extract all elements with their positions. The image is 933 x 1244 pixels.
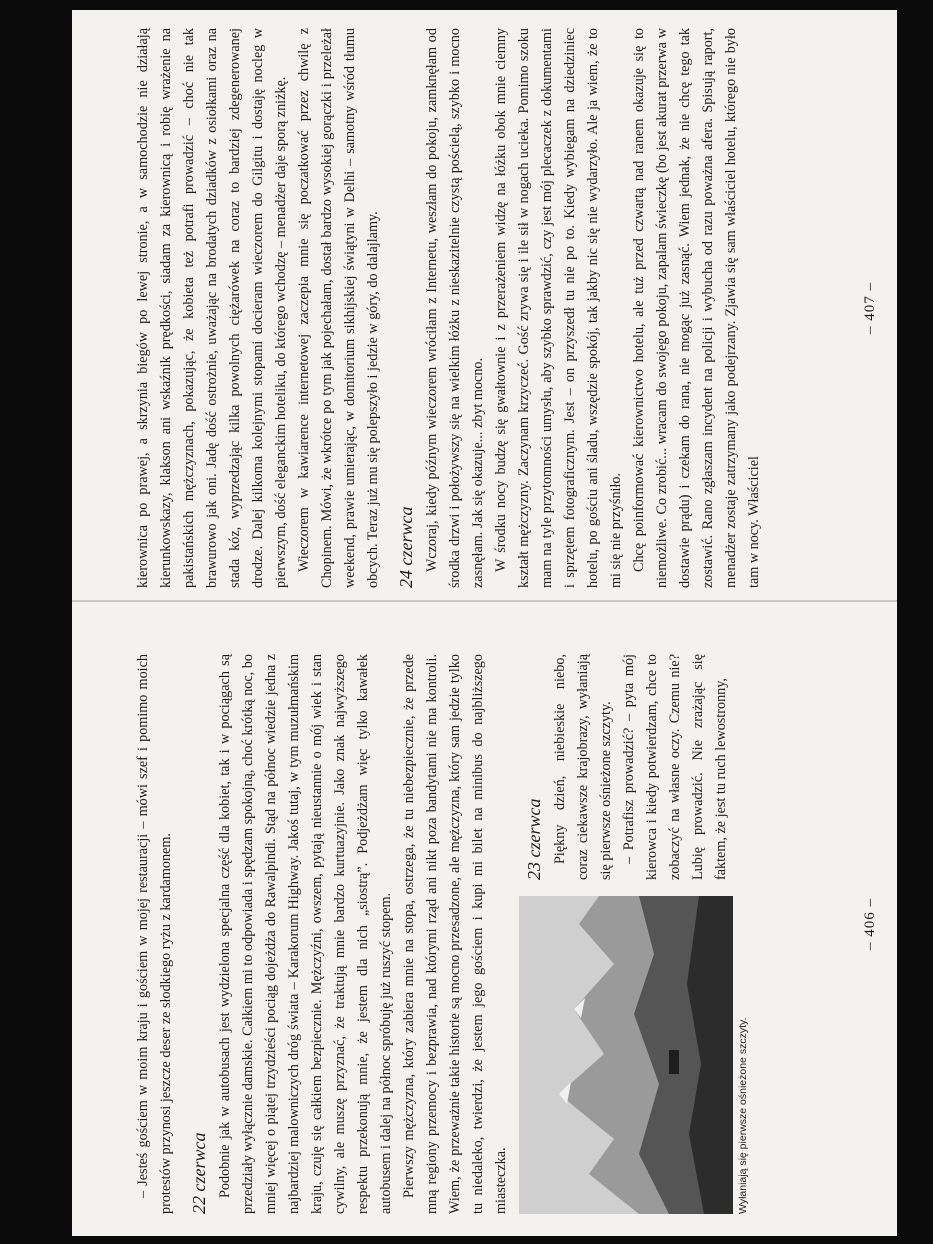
photo-caption: Wyłaniają się pierwsze ośnieżone szczyty. <box>737 1017 749 1214</box>
paragraph: kierownica po prawej, a skrzynia biegów po lewej stronie, a w samochodzie nie działają kierunkowskazy, klakson ani wskaźnik prędkości, siadam za kierownicą i robię wrażenie na pakistańskich mężczyznach, pokazując, że kobieta też potrafi prowadzić – choć nie tak brawurowo jak oni. Jadę dość ostrożnie, uważając na brodatych dziadków z osiołkami oraz na stada kóz, wyprzedzając kilka powolnych ciężarówek na coraz to bardziej zdegenerowanej drodze. Dalej kilkoma kolejnymi stopami docieram wieczorem do Gilgitu i dostaję nocleg w pierwszym, dość eleganckim hoteliku, do którego wchodzę – menadżer daje sporą zniżkę. <box>135 28 289 588</box>
scan-border-right <box>897 0 933 1244</box>
page-number-right: – 407 – <box>862 282 878 334</box>
left-page-text <box>132 654 753 1214</box>
date-heading-24: 24 czerwca <box>396 506 416 588</box>
mountain-photo <box>519 896 733 1214</box>
paragraph: Chcę poinformować kierownictwo hotelu, ale tuż przed czwartą nad ranem okazuje się to niemożliwe. Co zrobić... wracam do swojego pokoju, zapalam świeczkę (bo jest akurat przerwa w dostawie prądu) i czekam do rana, nie mogąc już zasnąć. Wiem jednak, że nie chcę tego tak zostawić. Rano zgłaszam incydent na policji i wybucha od razu poważna afera. Spisują raport, menadżer zostaje zatrzymany jako podejrzany. Zjawia się sam właściciel hotelu, którego nie było tam w nocy. Właściciel <box>631 28 762 588</box>
paragraph: Pierwszy mężczyzna, który zabiera mnie na stopa, ostrzega, że tu niebezpiecznie, że przede mną regiony przemocy i bezprawia, nad którymi rząd ani nikt poza bandytami nie ma kontroli. Wiem, że przeważnie takie historie są mocno przesadzone, ale mężczyzna, który sam jedzie tylko tu niedaleko, twierdzi, że jestem jego gościem i kupi mi bilet na minibus do najbliższego miasteczka. <box>401 654 509 1214</box>
date-heading-23: 23 czerwca <box>524 798 544 880</box>
scan-border-left <box>0 0 72 1244</box>
scan-border-top <box>0 0 933 10</box>
paragraph: – Potrafisz prowadzić? – pyta mój kierowca i kiedy potwierdzam, chce to zobaczyć na własne oczy. Czemu nie? Lubię prowadzić. Nie zrażając się faktem, że jest tu ruch lewostronny, <box>621 654 729 880</box>
left-page <box>72 614 897 1234</box>
book-spread <box>72 10 897 1234</box>
scan-border-bottom <box>0 1236 933 1244</box>
paragraph: Piękny dzień, niebieskie niebo, coraz ciekawsze krajobrazy, wyłaniają się pierwsze ośnieżone szczyty. <box>552 654 614 880</box>
paragraph: W środku nocy budzę się gwałtownie i z przerażeniem widzę na łóżku obok mnie ciemny kształt mężczyzny. Zaczynam krzyczeć. Gość zrywa się i ile sił w nogach ucieka. Pomimo szoku mam na tyle przytomności umysłu, aby szybko sprawdzić, czy jest mój plecaczek z dokumentami i sprzętem fotograficznym. Jest – on przyszedł tu nie po to. Kiedy wybiegam na dziedziniec hotelu, po gościu ani śladu, wszędzie spokój, tak jakby nic się nie wydarzyło. Ale ja wiem, że to mi się nie przyśniło. <box>493 28 624 588</box>
date-heading-22: 22 czerwca <box>189 1132 209 1214</box>
page-number-left: – 406 – <box>862 898 878 950</box>
mountain-landscape-image <box>519 896 733 1214</box>
paragraph: Wieczorem w kawiarence internetowej zaczepia mnie się poczatkować przez chwilę z Chopinem. Mówi, że wkrótce po tym jak pojechałam, dostał bardzo wysokiej gorączki i przeleżał weekend, prawie umierając, w domitorium sikhijskiej świątyni w Delhi – samotny wśród tłumu obcych. Teraz już mu się polepszyło i jedzie w góry, do dalajlamy. <box>296 28 381 588</box>
photo-figure <box>519 896 749 1214</box>
right-page <box>72 10 897 606</box>
paragraph: Wczoraj, kiedy późnym wieczorem wróciłam z Internetu, weszłam do pokoju, zamknęłam od środka drzwi i położywszy się na wielkim łóżku z nieskazitelnie czystą pościelą, szybko i mocno zasnęłam. Jak się okazuje... zbyt mocno. <box>424 28 486 588</box>
paragraph: Podobnie jak w autobusach jest wydzielona specjalna część dla kobiet, tak i w pociągach są przedziały wyłącznie damskie. Całkiem mi to odpowiada i spędzam spokojną, choć krótką noc, bo mniej więcej o piątej trzydzieści pociąg dojeżdża do Rawalpindi. Stąd na północ wiedzie jedna z najbardziej malowniczych dróg świata – Karakorum Highway. Jakoś tutaj, w tym muzułmańskim kraju, czuję się całkiem bezpiecznie. Mężczyźni, owszem, pytają nieustannie o mój wiek i stan cywilny, ale muszę przyznać, że traktują mnie bardzo kurtuazyjnie. Jako znak najwyższego respektu przekonują mnie, że jestem dla nich „siostrą”. Podjeżdżam więc tylko kawałek autobusem i dalej na północ spróbuję już ruszyć stopem. <box>217 654 394 1214</box>
right-page-text <box>132 28 766 588</box>
intro-paragraph: – Jesteś gościem w moim kraju i gościem w mojej restauracji – mówi szef i pomimo moich protestów przynosi jeszcze deser ze słodkiego ryżu z kardamonem. <box>135 654 174 1214</box>
